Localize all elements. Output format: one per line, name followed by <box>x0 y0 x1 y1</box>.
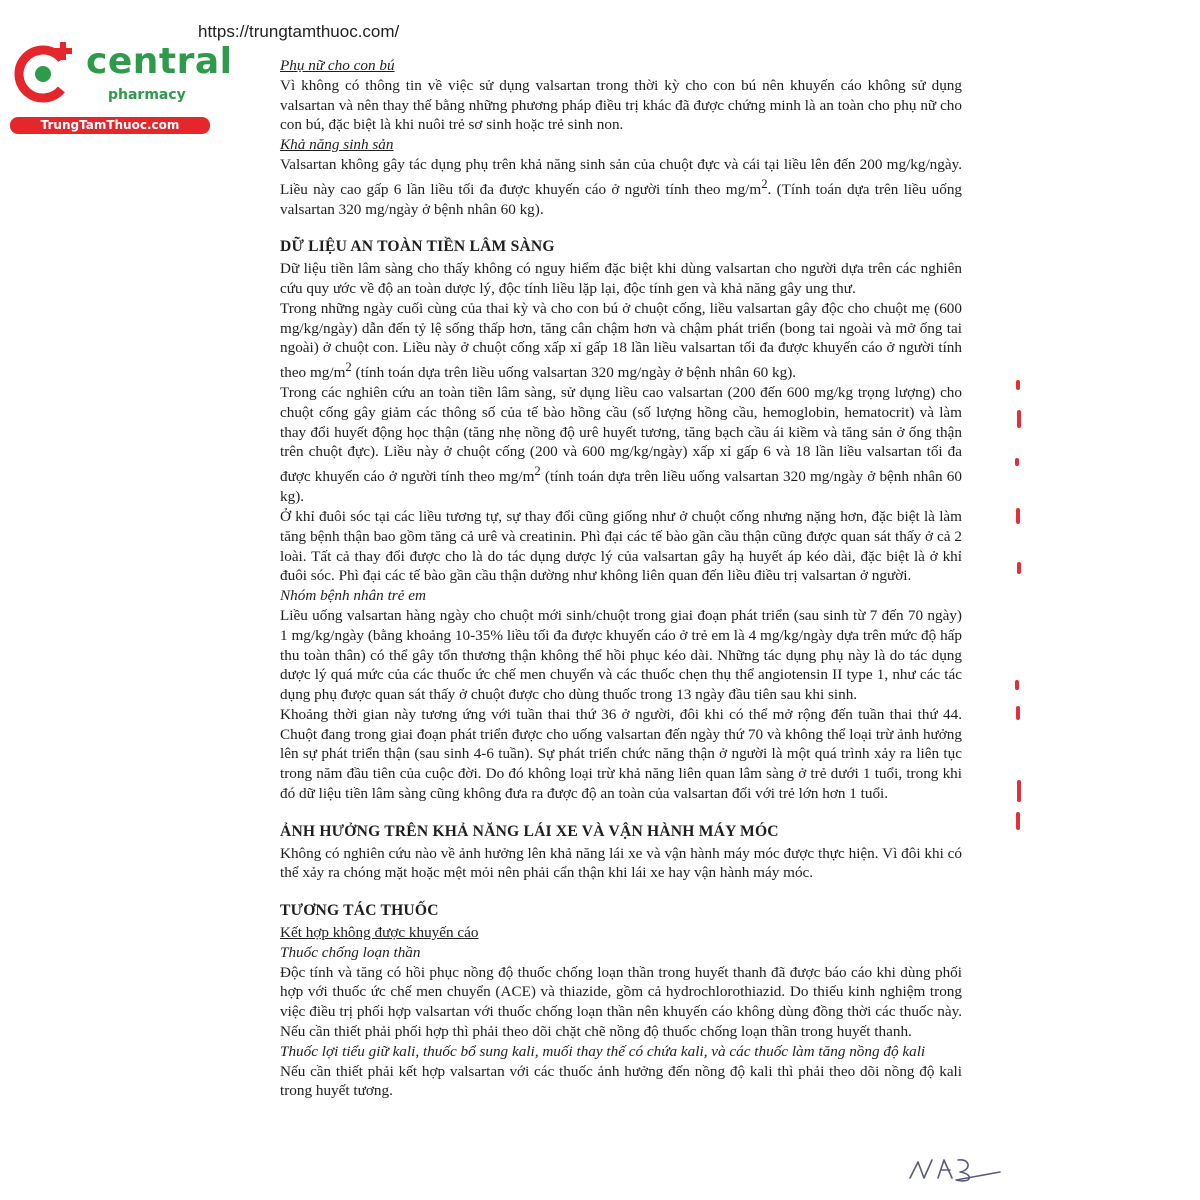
scan-mark <box>1015 680 1019 690</box>
scan-mark <box>1017 780 1021 802</box>
text-run: Valsartan không gây tác dụng phụ trên khả năng sinh sản của chuột đực và cái tại liều lên đến 200 mg/kg/ngày. Liều này cao gấp 6 lần liều tối đa được khuyến cáo ở người tính theo mg/m <box>280 155 962 198</box>
brand-name: central <box>86 41 233 82</box>
subheading-pediatric: Nhóm bệnh nhân trẻ em <box>280 587 426 605</box>
scan-marks <box>1012 380 1026 840</box>
paragraph: Vì không có thông tin về việc sử dụng valsartan trong thời kỳ cho con bú nên khuyến cáo không sử dụng valsartan và nên thay thế bằng những phương pháp điều trị khác đã được chứng minh là an toàn cho phụ nữ cho con bú, đặc biệt là khi nuôi trẻ sơ sinh hoặc trẻ sinh non. <box>280 76 962 134</box>
text-run: (tính toán dựa trên liều uống valsartan 320 mg/ngày ở bệnh nhân 60 kg). <box>280 468 962 506</box>
subheading-antipsychotics: Thuốc chống loạn thần <box>280 943 421 961</box>
paragraph <box>280 383 962 507</box>
paragraph: Độc tính và tăng có hồi phục nồng độ thuốc chống loạn thần trong huyết thanh đã được báo cáo khi dùng phối hợp với thuốc ức chế men chuyển (ACE) và thiazide, gồm cả hydrochlorothiazid. Do thiếu kinh nghiệm trong việc điều trị phối hợp valsartan với thuốc chống loạn thần nên khuyến cáo không dùng đồng thời các thuốc này. Nếu cần thiết phải phối hợp thì phải theo dõi chặt chẽ nồng độ thuốc chống loạn thần trong huyết thanh. <box>280 963 962 1041</box>
heading-preclinical-safety: DỮ LIỆU AN TOÀN TIỀN LÂM SÀNG <box>280 238 555 256</box>
scan-mark <box>1017 562 1021 574</box>
brand-subtitle: pharmacy <box>108 87 186 103</box>
section-title-breastfeeding: Phụ nữ cho con bú <box>280 57 395 74</box>
text-run: Trong những ngày cuối cùng của thai kỳ và cho con bú ở chuột cống, liều valsartan gây độc cho chuột mẹ (600 mg/kg/ngày) dẫn đến tỷ lệ sống thấp hơn, tăng cân chậm hơn và chậm phát triển (bong tai ngoài và mở ống tai ngoài) ở chuột con. Liều này ở chuột cống xấp xỉ gấp 18 lần liều valsartan tối đa được khuyến cáo ở người tính theo mg/m <box>280 299 962 382</box>
paragraph <box>280 299 962 383</box>
paragraph <box>280 155 962 219</box>
paragraph: Khoảng thời gian này tương ứng với tuần thai thứ 36 ở người, đôi khi có thể mở rộng đến tuần thai thứ 44. Chuột đang trong giai đoạn phát triển được cho uống valsartan đến ngày thứ 70 và không thể loại trừ ảnh hưởng lên sự phát triển thận (sau sinh 4-6 tuần). Sự phát triển chức năng thận ở người là một quá trình xảy ra liên tục trong năm đầu tiên của cuộc đời. Do đó không loại trừ khả năng liên quan lâm sàng ở trẻ dưới 1 tuổi, trong khi đó dữ liệu tiền lâm sàng cũng không đưa ra được độ an toàn của valsartan đối với trẻ lớn hơn 1 tuổi. <box>280 705 962 803</box>
site-url[interactable]: https://trungtamthuoc.com/ <box>198 22 400 41</box>
subheading-potassium: Thuốc lợi tiểu giữ kali, thuốc bổ sung kali, muối thay thế có chứa kali, và các thuốc làm tăng nồng độ kali <box>280 1042 926 1060</box>
text-run: (tính toán dựa trên liều uống valsartan 320 mg/ngày ở bệnh nhân 60 kg). <box>351 364 797 382</box>
scan-mark <box>1016 380 1020 390</box>
text-run: . (Tính toán dựa trên liều uống valsartan 320 mg/ngày ở bệnh nhân 60 kg). <box>280 180 963 218</box>
paragraph: Dữ liệu tiền lâm sàng cho thấy không có nguy hiểm đặc biệt khi dùng valsartan cho người dựa trên các nghiên cứu quy ước về độ an toàn dược lý, độc tính liều lặp lại, độc tính gen và khả năng gây ung thư. <box>280 260 962 298</box>
heading-driving: ẢNH HƯỞNG TRÊN KHẢ NĂNG LÁI XE VÀ VẬN HÀNH MÁY MÓC <box>280 822 779 840</box>
pharmacy-logo-icon <box>10 38 80 108</box>
heading-interactions: TƯƠNG TÁC THUỐC <box>280 902 439 920</box>
scan-mark <box>1017 410 1021 428</box>
paragraph: Không có nghiên cứu nào về ảnh hưởng lên khả năng lái xe và vận hành máy móc được thực hiện. Vì đôi khi có thể xảy ra chóng mặt hoặc mệt mỏi nên phải cẩn thận khi lái xe hay vận hành máy móc. <box>280 844 962 882</box>
paragraph: Ở khỉ đuôi sóc tại các liều tương tự, sự thay đổi cũng giống như ở chuột cống nhưng nặng hơn, đặc biệt là làm tăng bệnh thận bao gồm tăng cả urê và creatinin. Phì đại các tế bào gần cầu thận cũng được quan sát thấy ở cả 2 loài. Tất cả thay đổi được cho là do tác dụng dược lý của valsartan gây hạ huyết áp kéo dài, đặc biệt là ở khỉ đuôi sóc. Phì đại các tế bào gần cầu thận dường như không liên quan đến liều điều trị valsartan ở người. <box>280 507 962 585</box>
subheading-not-recommended: Kết hợp không được khuyến cáo <box>280 924 479 942</box>
document-page <box>280 56 962 1101</box>
scan-mark <box>1016 812 1020 830</box>
superscript: 2 <box>345 360 352 375</box>
signature-icon <box>900 1148 1010 1192</box>
scan-mark <box>1015 458 1019 466</box>
paragraph: Nếu cần thiết phải kết hợp valsartan với các thuốc ảnh hưởng đến nồng độ kali thì phải theo dõi nồng độ kali trong huyết tương. <box>280 1062 962 1100</box>
superscript: 2 <box>534 464 541 479</box>
superscript: 2 <box>761 176 768 191</box>
text-run: Trong các nghiên cứu an toàn tiền lâm sàng, sử dụng liều cao valsartan (200 đến 600 mg/kg trọng lượng) cho chuột cống gây giảm các thông số của tế bào hồng cầu (số lượng hồng cầu, hemoglobin, hematocrit) và làm thay đổi huyết động học thận (tăng nhẹ nồng độ urê huyết tương, tăng bạch cầu ái kiềm và tăng sản ở ống thận trên chuột đực). Liều này ở chuột cống (200 và 600 mg/kg/ngày) xấp xỉ gấp 6 và 18 lần liều valsartan tối đa được khuyến cáo ở người tính theo mg/m <box>280 384 962 486</box>
scan-mark <box>1016 706 1020 720</box>
paragraph: Liều uống valsartan hàng ngày cho chuột mới sinh/chuột trong giai đoạn phát triển (sau sinh từ 7 đến 70 ngày) 1 mg/kg/ngày (bằng khoảng 10-35% liều tối đa được khuyến cáo ở trẻ em là 4 mg/kg/ngày dựa trên mức độ hấp thu toàn thân) có thể gây tổn thương thận không thể hồi phục kéo dài. Những tác dụng phụ này là do tác dụng dược lý quá mức của các thuốc ức chế men chuyển và các thuốc chẹn thụ thể angiotensin II type 1, như các tác dụng phụ được quan sát thấy ở chuột được cho dùng thuốc trong 13 ngày đầu tiên sau khi sinh. <box>280 606 962 704</box>
brand-banner[interactable]: TrungTamThuoc.com <box>10 117 210 134</box>
section-title-fertility: Khả năng sinh sản <box>280 136 394 154</box>
scan-mark <box>1016 508 1020 524</box>
